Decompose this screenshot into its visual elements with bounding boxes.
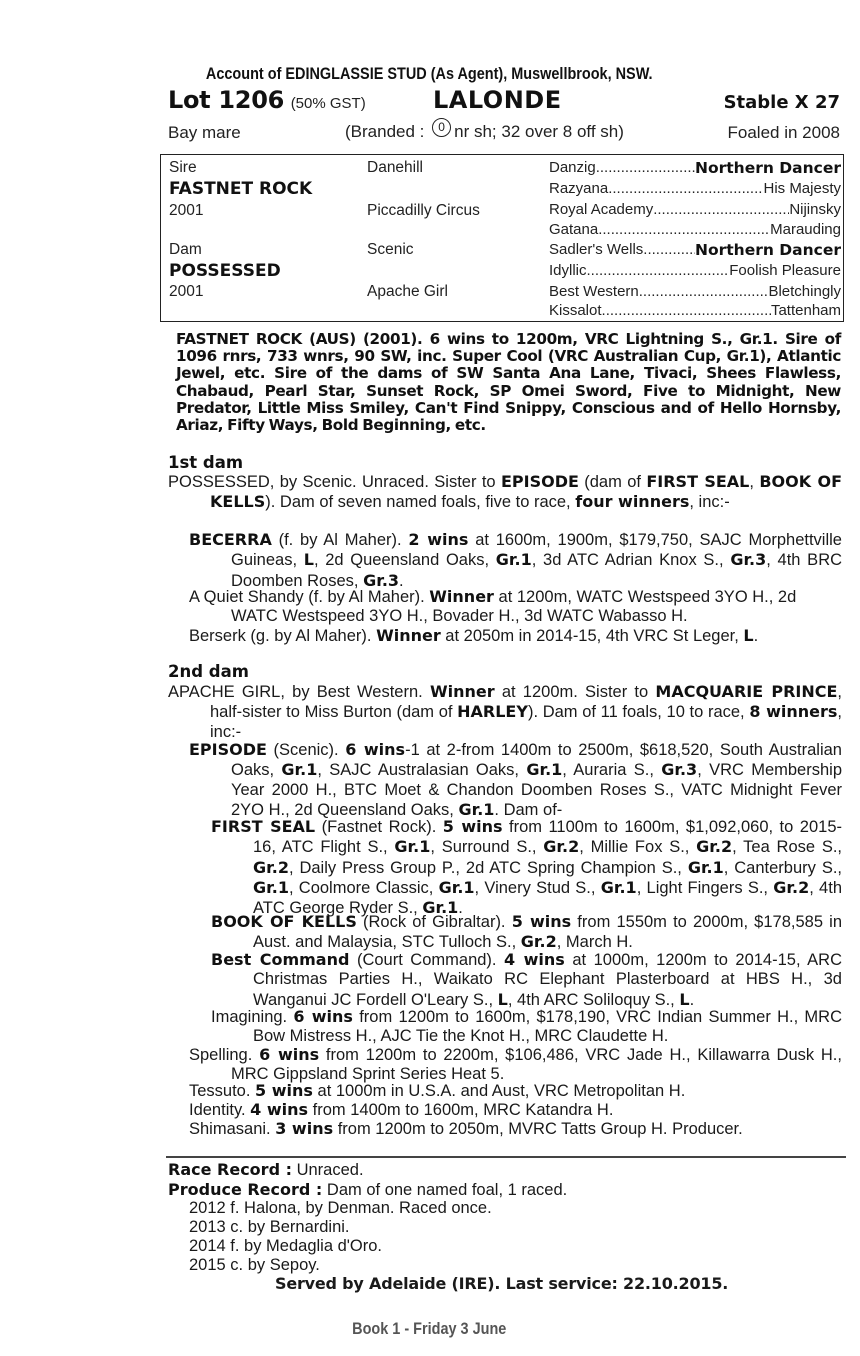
text-run: from 1400m to 1600m, MRC Katandra H. xyxy=(308,1101,614,1119)
horse-name: LALONDE xyxy=(433,86,562,114)
text-run: from 1200m to 1600m, $178,190, VRC Indian Summer H., MRC Bow Mistress H., AJC Tie the Knot H., MRC Claudette H. xyxy=(253,1008,842,1046)
pedigree-table xyxy=(160,154,844,322)
vendor-account-line: Account of EDINGLASSIE STUD (As Agent), Muswellbrook, NSW. xyxy=(205,64,653,83)
dam-year: 2001 xyxy=(169,283,204,300)
bold-run: Gr.1 xyxy=(600,877,637,897)
bold-run: Winner xyxy=(429,682,495,701)
great-grandparent-name: Northern Dancer xyxy=(694,159,841,177)
text-run: . xyxy=(399,571,404,590)
text-run: from 1200m to 2050m, MVRC Tatts Group H. Producer. xyxy=(333,1120,743,1138)
text-run: , xyxy=(749,473,760,491)
bold-run: Gr.1 xyxy=(438,877,475,897)
grandparent-row xyxy=(549,283,841,300)
bold-run: 2 wins xyxy=(408,530,469,549)
sire-summary: FASTNET ROCK (AUS) (2001). 6 wins to 1200m, VRC Lightning S., Gr.1. Sire of 1096 rnrs, 733 wnrs, 90 SW, inc. Super Cool (VRC Australian Cup, Gr.1), Atlantic Jewel, etc. Sire of the dams of SW Santa Ana Lane, Tivaci, Shees Flawless, Chabaud, Pearl Star, Sunset Rock, SP Omei Sword, Five to Midnight, New Predator, Little Miss Smiley, Can't Find Snippy, Conscious and of Hello Hornsby, Ariaz, Fifty Ways, Bold Beginning, etc. xyxy=(176,330,841,435)
gst-note: (50% GST) xyxy=(290,95,366,112)
section-divider xyxy=(166,1156,846,1158)
bold-run: 8 winners xyxy=(749,702,838,722)
bold-run: 4 wins xyxy=(504,950,565,969)
bold-run: 5 wins xyxy=(442,817,503,836)
grandparent-name: Razyana xyxy=(549,180,609,197)
bold-run: four winners xyxy=(575,492,690,512)
horse-sex-color: Bay mare xyxy=(168,123,241,142)
brand-suffix: nr sh; 32 over 8 off sh) xyxy=(454,122,624,141)
text-run: POSSESSED, by Scenic. Unraced. Sister to xyxy=(168,473,501,491)
brand-circle-icon: 0 xyxy=(432,118,451,137)
text-run: (f. by Al Maher). xyxy=(271,531,409,549)
leader-dots xyxy=(643,241,695,259)
race-record-label: Race Record : xyxy=(168,1160,292,1179)
grandparent-name: Kissalot xyxy=(549,302,602,319)
text-run: , Light Fingers S., xyxy=(636,878,774,897)
great-grandparent-name: His Majesty xyxy=(763,180,841,197)
progeny-entry xyxy=(189,1045,842,1085)
produce-record-label: Produce Record : xyxy=(168,1180,323,1199)
brand-description xyxy=(345,118,624,142)
text-run: (Fastnet Rock). xyxy=(315,818,443,836)
bold-run: 5 wins xyxy=(511,912,572,931)
bold-run: EPISODE xyxy=(189,740,267,759)
grandparent-row xyxy=(549,262,841,279)
text-run: APACHE GIRL, by Best Western. xyxy=(168,683,430,701)
text-run: Berserk (g. by Al Maher). xyxy=(189,627,377,645)
text-run: . Dam of- xyxy=(494,800,563,819)
text-run: , 4th ATC George Ryder S., xyxy=(253,878,842,918)
grandparent-name: Gatana xyxy=(549,221,599,238)
text-run: , 4th BRC Doomben Roses, xyxy=(231,551,843,590)
text-run: , VRC Membership Year 2000 H., BTC Moet & Chandon Doomben Roses S., VATC Midnight Fever 2YO H., 2d Queensland Oaks, xyxy=(231,761,842,819)
text-run: , inc:- xyxy=(210,703,843,741)
text-run: at 1000m, 1200m to 2014-15, ARC Christmas Parties H., Waikato RC Elephant Plasterboard at HBS H., 3d Wanganui JC Fordell O'Leary S., xyxy=(253,951,842,1009)
text-run: (dam of xyxy=(578,473,647,491)
bold-run: Gr.1 xyxy=(495,550,532,570)
text-run: (Scenic). xyxy=(266,741,346,759)
text-run: , Canterbury S., xyxy=(723,858,842,877)
bold-run: Gr.1 xyxy=(526,760,563,780)
bold-run: Winner xyxy=(429,587,494,606)
text-run: from 1100m to 1600m, $1,092,060, to 2015-16, ATC Flight S., xyxy=(253,818,842,857)
bold-run: L xyxy=(497,989,508,1009)
leader-dots xyxy=(598,221,770,238)
sire-dam: Piccadilly Circus xyxy=(367,202,480,219)
bold-run: Gr.1 xyxy=(253,877,289,897)
bold-run: BOOK OF KELLS xyxy=(211,912,357,931)
foal-entry: 2015 c. by Sepoy. xyxy=(189,1256,320,1274)
grand-progeny-entry xyxy=(211,817,842,918)
stable-location: Stable X 27 xyxy=(723,92,840,113)
grandparent-row xyxy=(549,180,841,197)
text-run: Identity. xyxy=(189,1101,251,1119)
text-run: , March H. xyxy=(556,933,633,952)
bold-run: Gr.3 xyxy=(661,760,698,780)
bold-run: Winner xyxy=(376,626,441,645)
text-run: Spelling. xyxy=(189,1046,260,1064)
first-dam-intro xyxy=(168,472,842,513)
text-run: , SAJC Australasian Oaks, xyxy=(317,761,527,780)
foal-entry: 2014 f. by Medaglia d'Oro. xyxy=(189,1237,383,1255)
text-run: , inc:- xyxy=(689,493,730,512)
foal-entry: 2012 f. Halona, by Denman. Raced once. xyxy=(189,1199,492,1217)
text-run: , 3d ATC Adrian Knox S., xyxy=(531,551,731,570)
bold-run: FIRST SEAL xyxy=(211,817,316,836)
bold-run: Gr.1 xyxy=(394,837,431,857)
race-record xyxy=(168,1160,364,1180)
lot-number xyxy=(168,86,366,115)
progeny-entry xyxy=(189,1119,743,1139)
bold-run: 6 wins xyxy=(293,1007,353,1026)
great-grandparent-name: Bletchingly xyxy=(768,283,841,300)
great-grandparent-name: Foolish Pleasure xyxy=(729,262,841,279)
foal-entry: 2013 c. by Bernardini. xyxy=(189,1218,350,1236)
dam-label: Dam xyxy=(169,241,202,258)
grandparent-name: Idyllic xyxy=(549,262,587,279)
sire-sire: Danehill xyxy=(367,159,424,176)
foaled-year: Foaled in 2008 xyxy=(727,123,840,142)
progeny-entry xyxy=(189,530,842,591)
text-run: A Quiet Shandy (f. by Al Maher). xyxy=(189,588,430,606)
text-run: at 1200m. Sister to xyxy=(494,683,656,701)
bold-run: Gr.3 xyxy=(363,570,400,590)
bold-run: L xyxy=(679,989,690,1009)
great-grandparent-name: Tattenham xyxy=(770,302,841,319)
text-run: Tessuto. xyxy=(189,1082,256,1100)
text-run: from 1550m to 2000m, $178,585 in Aust. and Malaysia, STC Tulloch S., xyxy=(253,913,842,952)
bold-run: 4 wins xyxy=(250,1100,309,1119)
bold-run: HARLEY xyxy=(457,702,528,722)
first-dam-heading: 1st dam xyxy=(168,453,244,472)
grand-progeny-entry xyxy=(211,912,842,953)
text-run: Imagining. xyxy=(211,1008,294,1026)
text-run: at 1000m in U.S.A. and Aust, VRC Metropolitan H. xyxy=(312,1082,686,1100)
bold-run: Gr.2 xyxy=(773,877,810,897)
dam-name: POSSESSED xyxy=(169,261,281,281)
great-grandparent-name: Marauding xyxy=(770,221,841,238)
second-dam-heading: 2nd dam xyxy=(168,662,249,681)
progeny-entry xyxy=(189,1081,685,1101)
text-run: , 4th ARC Soliloquy S., xyxy=(507,990,680,1009)
great-grandparent-name: Nijinsky xyxy=(789,201,841,218)
bold-run: Gr.3 xyxy=(730,550,767,570)
bold-run: Gr.2 xyxy=(696,837,733,857)
text-run: , Vinery Stud S., xyxy=(474,878,601,897)
second-dam-intro xyxy=(168,682,842,742)
great-grandparent-name: Northern Dancer xyxy=(694,241,841,259)
grandparent-name: Danzig xyxy=(549,159,596,176)
grandparent-name: Sadler's Wells xyxy=(549,241,644,258)
leader-dots xyxy=(596,159,695,177)
text-run: . xyxy=(458,899,463,918)
progeny-entry xyxy=(189,626,758,646)
text-run: , Coolmore Classic, xyxy=(288,878,439,897)
bold-run: Gr.2 xyxy=(253,857,289,877)
leader-dots xyxy=(602,302,771,319)
text-run: , Tea Rose S., xyxy=(732,838,842,857)
text-run: from 1200m to 2200m, $106,486, VRC Jade H., Killawarra Dusk H., MRC Gippsland Sprint Series Heat 5. xyxy=(231,1046,842,1084)
grandparent-row xyxy=(549,201,841,218)
brand-prefix: (Branded : xyxy=(345,122,425,141)
grandparent-row xyxy=(549,302,841,319)
text-run: , half-sister to Miss Burton (dam of xyxy=(210,683,842,722)
bold-run: 5 wins xyxy=(255,1081,313,1100)
race-record-value: Unraced. xyxy=(296,1161,364,1179)
bold-run: Gr.2 xyxy=(543,837,580,857)
bold-run: 3 wins xyxy=(275,1119,334,1138)
sire-year: 2001 xyxy=(169,202,204,219)
grand-progeny-entry xyxy=(211,950,842,1010)
progeny-entry-episode xyxy=(189,740,842,820)
sire-label: Sire xyxy=(169,159,197,176)
grandparent-name: Royal Academy xyxy=(549,201,654,218)
leader-dots xyxy=(608,180,763,197)
text-run: at 1600m, 1900m, $179,750, SAJC Morphettville Guineas, xyxy=(231,531,842,570)
progeny-entry xyxy=(189,587,842,627)
lot-label: Lot 1206 xyxy=(168,86,285,114)
bold-run: Gr.1 xyxy=(422,898,459,918)
text-run: Shimasani. xyxy=(189,1120,276,1138)
dam-sire: Scenic xyxy=(367,241,414,258)
text-run: -1 at 2-from 1400m to 2500m, $618,520, South Australian Oaks, xyxy=(231,741,842,780)
bold-run: MACQUARIE PRINCE xyxy=(655,682,838,701)
text-run: at 1200m, WATC Westspeed 3YO H., 2d WATC Westspeed 3YO H., Bovader H., 3d WATC Wabasso H. xyxy=(231,588,797,626)
bold-run: FIRST SEAL xyxy=(646,472,750,491)
bold-run: L xyxy=(303,550,314,570)
grandparent-row xyxy=(549,221,841,238)
grandparent-row xyxy=(549,159,841,177)
bold-run: EPISODE xyxy=(500,472,579,491)
bold-run: BOOK OF KELLS xyxy=(210,472,843,512)
service-note: Served by Adelaide (IRE). Last service: 22.10.2015. xyxy=(275,1274,729,1293)
text-run: (Rock of Gibraltar). xyxy=(356,913,512,931)
leader-dots xyxy=(653,201,789,218)
text-run: , Surround S., xyxy=(430,838,544,857)
grandparent-row xyxy=(549,241,841,259)
produce-record-value: Dam of one named foal, 1 raced. xyxy=(326,1181,568,1199)
grand-progeny-entry xyxy=(211,1007,842,1047)
bold-run: L xyxy=(743,626,754,645)
text-run: ). Dam of 11 foals, 10 to race, xyxy=(527,703,750,722)
text-run: ). Dam of seven named foals, five to race, xyxy=(265,493,576,512)
bold-run: Gr.1 xyxy=(687,857,724,877)
bold-run: Gr.1 xyxy=(458,799,495,819)
page-footer: Book 1 - Friday 3 June xyxy=(352,1319,507,1338)
produce-record xyxy=(168,1180,567,1200)
bold-run: Gr.1 xyxy=(281,760,318,780)
text-run: (Court Command). xyxy=(349,951,505,969)
text-run: , Auraria S., xyxy=(562,761,662,780)
text-run: , Daily Press Group P., 2d ATC Spring Champion S., xyxy=(288,858,688,877)
bold-run: 6 wins xyxy=(345,740,406,759)
text-run: , Millie Fox S., xyxy=(579,838,697,857)
progeny-entry xyxy=(189,1100,613,1120)
dam-dam: Apache Girl xyxy=(367,283,448,300)
sire-name: FASTNET ROCK xyxy=(169,179,313,199)
bold-run: BECERRA xyxy=(189,530,272,549)
bold-run: Gr.2 xyxy=(520,932,557,952)
grandparent-name: Best Western xyxy=(549,283,639,300)
text-run: , 2d Queensland Oaks, xyxy=(313,551,496,570)
bold-run: Best Command xyxy=(211,950,350,969)
leader-dots xyxy=(587,262,730,279)
text-run: . xyxy=(689,990,695,1009)
bold-run: 6 wins xyxy=(259,1045,320,1064)
text-run: at 2050m in 2014-15, 4th VRC St Leger, xyxy=(440,627,744,645)
text-run: . xyxy=(753,627,759,645)
leader-dots xyxy=(639,283,769,300)
